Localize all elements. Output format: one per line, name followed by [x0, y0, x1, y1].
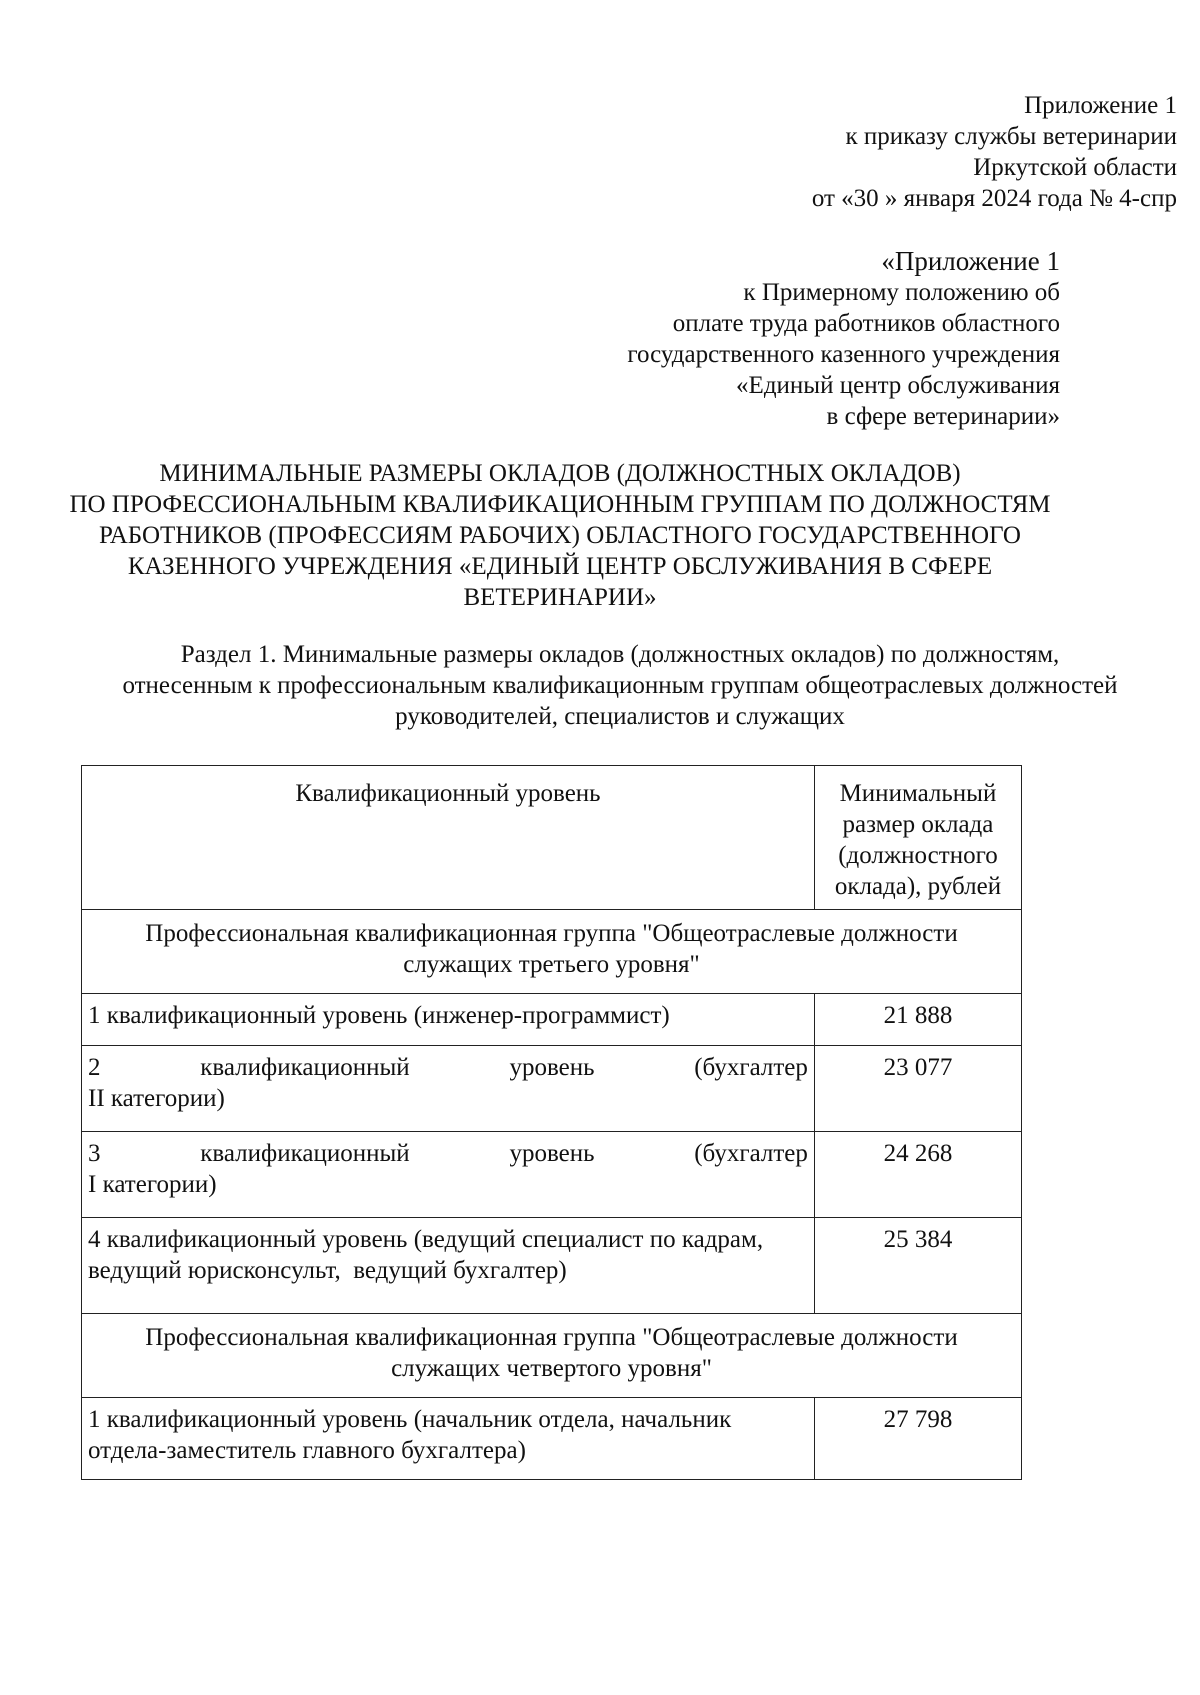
level-cell: 4 квалификационный уровень (ведущий специалист по кадрам, ведущий юрисконсульт, ведущий бухгалтер)	[82, 1218, 815, 1314]
annex-line: «Приложение 1	[881, 246, 1060, 276]
title-line: КАЗЕННОГО УЧРЕЖДЕНИЯ «ЕДИНЫЙ ЦЕНТР ОБСЛУЖИВАНИЯ В СФЕРЕ	[127, 553, 993, 580]
attachment-line: Иркутской области	[973, 154, 1177, 181]
annex-header	[627, 246, 1060, 432]
annex-line: к Примерному положению об	[743, 279, 1060, 306]
title-line: ВЕТЕРИНАРИИ»	[463, 584, 657, 611]
document-title	[60, 458, 1060, 613]
group-title: Профессиональная квалификационная группа "Общеотраслевые должности служащих четвертого уровня"	[82, 1314, 1022, 1398]
level-cell: 1 квалификационный уровень (инженер-программист)	[82, 994, 815, 1046]
title-line: ПО ПРОФЕССИОНАЛЬНЫМ КВАЛИФИКАЦИОННЫМ ГРУППАМ ПО ДОЛЖНОСТЯМ	[69, 491, 1051, 518]
header-level: Квалификационный уровень	[82, 766, 815, 910]
section-line: руководителей, специалистов и служащих	[395, 703, 845, 730]
attachment-header	[812, 90, 1177, 214]
section-line: отнесенным к профессиональным квалификационным группам общеотраслевых должностей	[122, 672, 1118, 699]
section-line: Раздел 1. Минимальные размеры окладов (должностных окладов) по должностям,	[180, 641, 1060, 668]
annex-line: государственного казенного учреждения	[627, 341, 1060, 368]
attachment-line: к приказу службы ветеринарии	[845, 123, 1177, 150]
group-row	[82, 910, 1022, 994]
title-line: РАБОТНИКОВ (ПРОФЕССИЯМ РАБОЧИХ) ОБЛАСТНОГО ГОСУДАРСТВЕННОГО	[99, 522, 1021, 549]
level-line: 3 квалификационный уровень (бухгалтер	[88, 1140, 808, 1167]
salary-table	[81, 765, 1022, 1480]
level-line: 2 квалификационный уровень (бухгалтер	[88, 1054, 808, 1081]
annex-line: оплате труда работников областного	[672, 310, 1060, 337]
level-line: 1 квалификационный уровень (начальник отдела, начальник	[88, 1406, 732, 1433]
salary-cell: 23 077	[814, 1046, 1021, 1132]
table-row	[82, 994, 1022, 1046]
title-line: МИНИМАЛЬНЫЕ РАЗМЕРЫ ОКЛАДОВ (ДОЛЖНОСТНЫХ ОКЛАДОВ)	[159, 460, 961, 487]
level-cell: 2 квалификационный уровень (бухгалтер II категории)	[82, 1046, 815, 1132]
table-header-row	[82, 766, 1022, 910]
salary-cell: 21 888	[814, 994, 1021, 1046]
annex-line: в сфере ветеринарии»	[826, 403, 1060, 430]
attachment-line: Приложение 1	[1024, 92, 1177, 119]
group-title: Профессиональная квалификационная группа "Общеотраслевые должности служащих третьего уровня"	[82, 910, 1022, 994]
group-row	[82, 1314, 1022, 1398]
level-cell: 1 квалификационный уровень (начальник отдела, начальник отдела-заместитель главного бухгалтера)	[82, 1398, 815, 1480]
header-salary: Минимальный размер оклада (должностного оклада), рублей	[814, 766, 1021, 910]
table-row	[82, 1046, 1022, 1132]
level-cell: 3 квалификационный уровень (бухгалтер I категории)	[82, 1132, 815, 1218]
salary-cell: 24 268	[814, 1132, 1021, 1218]
salary-cell: 27 798	[814, 1398, 1021, 1480]
salary-cell: 25 384	[814, 1218, 1021, 1314]
attachment-line: от «30 » января 2024 года № 4-спр	[811, 185, 1177, 212]
table-row	[82, 1132, 1022, 1218]
section-heading	[60, 639, 1180, 732]
annex-line: «Единый центр обслуживания	[736, 372, 1060, 399]
table-row	[82, 1398, 1022, 1480]
table-row	[82, 1218, 1022, 1314]
